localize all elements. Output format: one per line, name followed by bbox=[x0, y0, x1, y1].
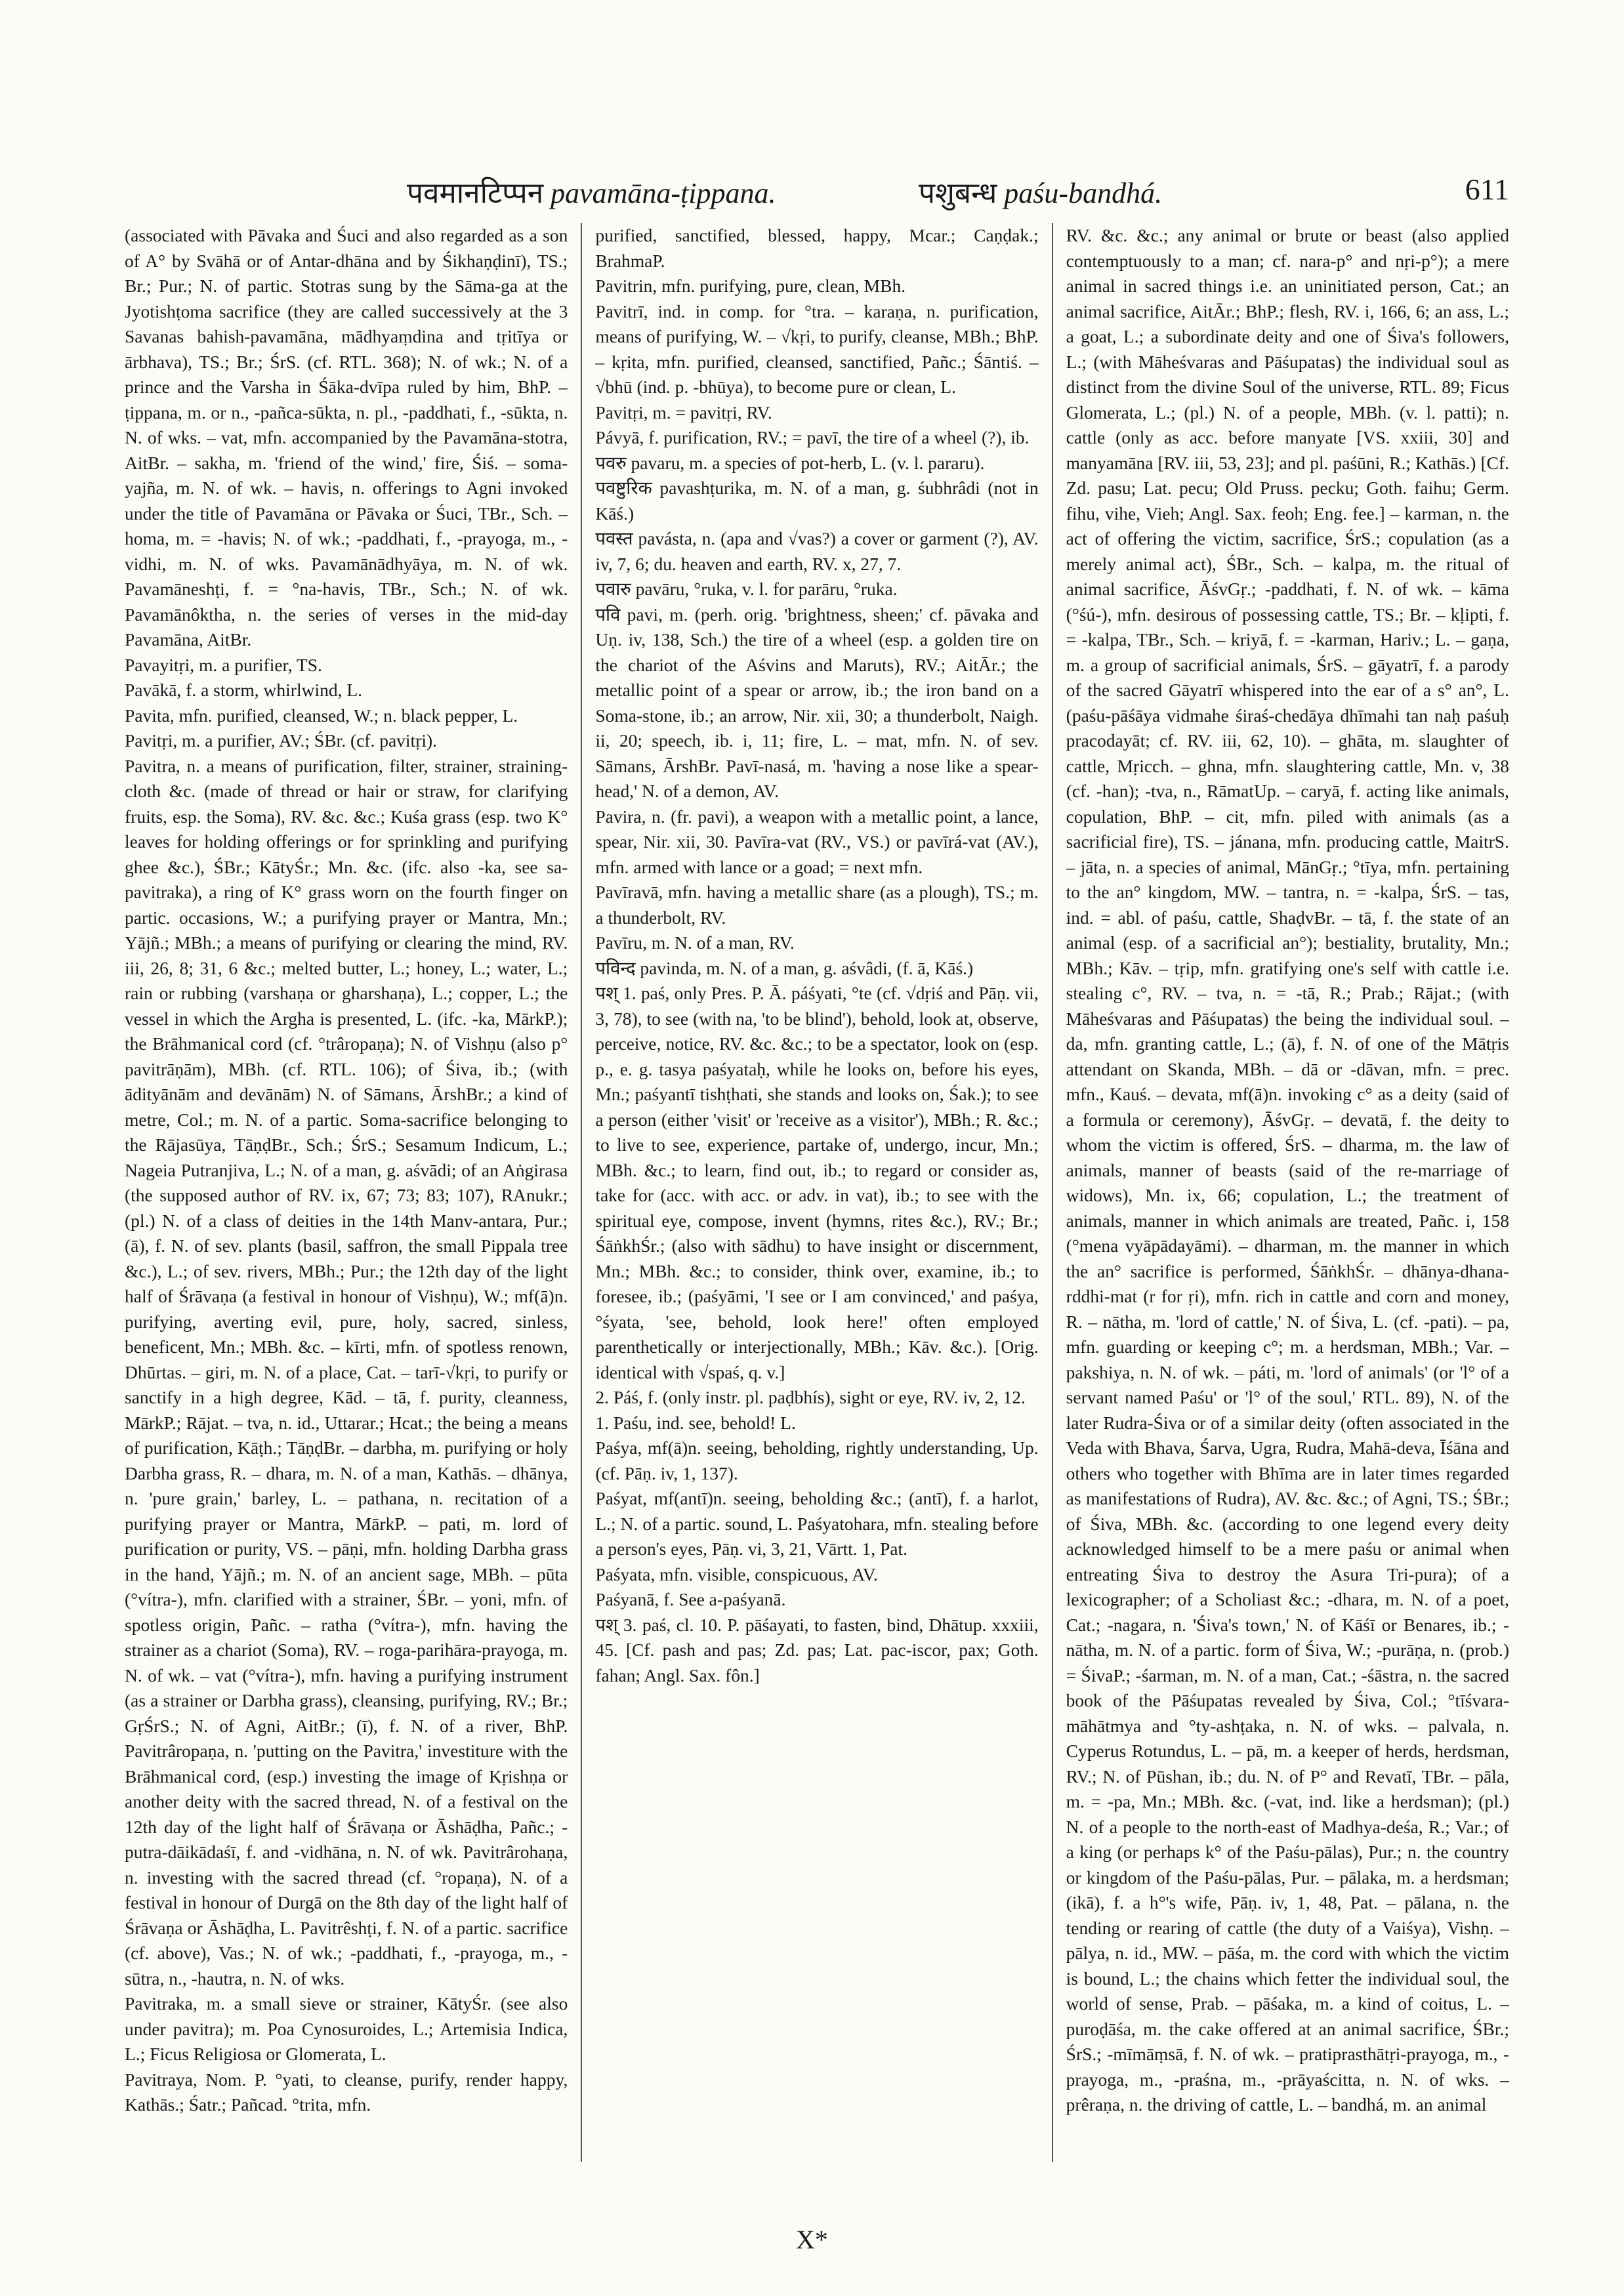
entry: 2. Páś, f. (only instr. pl. paḍbhís), sight or eye, RV. iv, 2, 12. bbox=[595, 1387, 1026, 1407]
entry: 1. Paśu, ind. see, behold! L. bbox=[595, 1412, 796, 1433]
entry: पवरु pavaru, m. a species of pot-herb, L. (v. l. pararu). bbox=[595, 452, 985, 473]
entry: RV. &c. &c.; any animal or brute or beast (also applied contemptuously to a man; cf. nara-p° and nṛi-p°); a mere animal in sacred things i.e. an uninitiated person, Cat.; an animal sacrifice, AitĀr.; BhP.; flesh, RV. i, 166, 6; an ass, L.; a goat, L.; a subordinate deity and one of Śiva's followers, L.; (with Māheśvaras and Pāśupatas) the individual soul as distinct from the divine Soul of the universe, RTL. 89; Ficus Glomerata, L.; (pl.) N. of a people, MBh. (v. l. patti); n. cattle (only as acc. before manyate [VS. xxiii, 30] and manyamāna [RV. iii, 53, 23]; and pl. paśūni, R.; Kathās.) [Cf. Zd. pasu; Lat. pecu; Old Pruss. pecku; Goth. faihu; Germ. fihu, vihe, Vieh; Angl. Sax. feoh; Eng. fee.] – karman, n. the act of offering the victim, sacrifice, ŚrS.; copulation (as a merely animal act), ŚBr., Sch. – kalpa, m. the ritual of animal sacrifice, ĀśvGṛ.; -paddhati, f. N. of wk. – kāma (°śú-), mfn. desirous of possessing cattle, TS.; Br. – kḷipti, f. = -kalpa, TBr., Sch. – kriyā, f. = -karman, Hariv.; L. – gaṇa, m. a group of sacrificial animals, ŚrS. – gāyatrī, f. a parody of the sacred Gāyatrī whispered into the ear of a s° an°, L. (paśu-pāśāya vidmahe śiraś-chedāya dhīmahi tan naḥ paśuḥ pracodayāt; cf. RV. iii, 62, 10). – ghāta, m. slaughter of cattle, Mṛicch. – ghna, mfn. slaughtering cattle, Mn. v, 38 (cf. -han); -tva, n., RāmatUp. – caryā, f. acting like animals, copulation, BhP. – cit, mfn. piled with animals (as a sacrificial fire), TS. – jánana, mfn. producing cattle, MaitrS. – jāta, n. a species of animal, MānGṛ.; °tīya, mfn. pertaining to the an° kingdom, MW. – tantra, n. = -kalpa, ŚrS. – tas, ind. = abl. of paśu, cattle, ShaḍvBr. – tā, f. the state of an animal (esp. of a sacrificial an°); bestiality, brutality, Mn.; MBh.; Kāv. – tṛip, mfn. gratifying one's self with cattle i.e. stealing c°, RV. – tva, n. = -tā, R.; Prab.; Rājat.; (with Māheśvaras and Pāśupatas) the being the individual soul. – da, mfn. granting cattle, L.; (ā), f. N. of one of the Mātṛis attendant on Skanda, MBh. – dā or -dāvan, mfn. = prec. mfn., Kauś. – devata, mf(ā)n. invoking c° as a deity (said of a formula or ceremony), ĀśvGṛ. – devatā, f. the deity to whom the victim is offered, ŚrS. – dharma, m. the law of animals, manner of beasts (said of the re-marriage of widows), Mn. ix, 66; copulation, L.; the treatment of animals, manner in which animals are treated, Pañc. i, 158 (°mena vyāpādayāmi). – dharman, m. the manner in which the an° sacrifice is performed, ŚāṅkhŚr. – dhānya-dhana-rddhi-mat (r for ṛi), mfn. rich in cattle and corn and money, R. – nātha, m. 'lord of cattle,' N. of Śiva, L. (cf. -pati). – pa, mfn. guarding or keeping c°; m. a herdsman, MBh.; Var. – pakshiya, n. N. of wk. – páti, m. 'lord of animals' (or 'l° of a servant named Paśu' or 'l° of the soul,' RTL. 89), N. of the later Rudra-Śiva or of a similar deity (often associated in the Veda with Bhava, Śarva, Ugra, Rudra, Mahā-deva, Īśāna and others who together with Bhīma are in later times regarded as manifestations of Rudra), AV. &c. &c.; of Agni, TS.; ŚBr.; of Śiva, MBh. &c. (according to one legend every deity acknowledged himself to be a mere paśu or animal when entreating Śiva to destroy the Asura Tri-pura); of a lexicographer; of a Scholiast &c.; -dhara, m. N. of a poet, Cat.; -nagara, n. 'Śiva's town,' N. of Kāśī or Benares, ib.; -nātha, m. N. of a partic. form of Śiva, W.; -purāṇa, n. (prob.) = ŚivaP.; -śarman, m. N. of a man, Cat.; -śāstra, n. the sacred book of the Pāśupatas revealed by Śiva, Col.; °tīśvara-māhātmya and °ty-ashṭaka, n. N. of wks. – palvala, n. Cyperus Rotundus, L. – pā, m. a keeper of herds, herdsman, RV.; N. of Pūshan, ib.; du. N. of P° and Revatī, TBr. – pāla, m. = -pa, Mn.; MBh. &c. (-vat, ind. like a herdsman); (pl.) N. of a people to the north-east of Madhya-deśa, R.; Var.; of a king (or perhaps k° of the Paśu-pālas), Pur.; n. the country or kingdom of the Paśu-pālas, Pur. – pālaka, m. a herdsman; (ikā), f. a h°'s wife, Pāṇ. iv, 1, 48, Pat. – pālana, n. the tending or rearing of cattle (the duty of a Vaiśya), Vishṇ. – pālya, n. id., MW. – pāśa, m. the cord with which the victim is bound, L.; the chains which fetter the individual soul, the world of sense, Prab. – pāśaka, m. a kind of coitus, L. – puroḍāśa, m. the cake offered at an animal sacrifice, ŚBr.; ŚrS.; -mīmāṃsā, f. N. of wk. – pratiprasthātṛi-prayoga, m., -prayoga, m., -praśna, m., -prāyaścitta, n. N. of wks. – prêraṇa, n. the driving of cattle, L. – bandhá, m. an animal bbox=[1066, 225, 1509, 2115]
entry: Pavira, n. (fr. pavi), a weapon with a metallic point, a lance, spear, Nir. xii, 30. Pavīra-vat (RV., VS.) or pavīrá-vat (AV.), mfn. armed with lance or a goad; = next mfn. bbox=[595, 806, 1039, 877]
left-headword bbox=[407, 172, 776, 211]
entry: Pavitraya, Nom. P. °yati, to cleanse, purify, render happy, Kathās.; Śatr.; Pañcad. °trita, mfn. bbox=[125, 2069, 568, 2115]
entry: Pavita, mfn. purified, cleansed, W.; n. black pepper, L. bbox=[125, 705, 518, 726]
right-headword-translit: paśu-bandhá. bbox=[1004, 177, 1163, 209]
entry: purified, sanctified, blessed, happy, Mcar.; Caṇḍak.; BrahmaP. bbox=[595, 225, 1039, 271]
signature-mark: X* bbox=[796, 2225, 828, 2254]
entry: पश् 3. paś, cl. 10. P. pāśayati, to fasten, bind, Dhātup. xxxiii, 45. [Cf. pash and pas; Zd. pas; Lat. pac-iscor, pax; Goth. fahan; Angl. Sax. fôn.] bbox=[595, 1614, 1039, 1685]
left-headword-devanagari: पवमानटिप्पन bbox=[407, 177, 544, 209]
dictionary-columns bbox=[125, 223, 1509, 2162]
entry: Pávyā, f. purification, RV.; = pavī, the tire of a wheel (?), ib. bbox=[595, 427, 1030, 447]
entry: पवस्त pavásta, n. (apa and √vas?) a cover or garment (?), AV. iv, 7, 6; du. heaven and earth, RV. x, 27, 7. bbox=[595, 528, 1039, 574]
entry: Pavitrin, mfn. purifying, pure, clean, MBh. bbox=[595, 276, 906, 296]
entry: Pavitṛi, m. a purifier, AV.; ŚBr. (cf. pavitṛi). bbox=[125, 730, 438, 751]
column-2 bbox=[595, 223, 1038, 2162]
column-divider bbox=[581, 223, 582, 2162]
entry: पश् 1. paś, only Pres. P. Ā. páśyati, °te (cf. √dṛiś and Pāṇ. vii, 3, 78), to see (with na, 'to be blind'), behold, look at, observe, perceive, notice, RV. &c. &c.; to be a spectator, look on (esp. p., e. g. tasya paśyataḥ, while he looks on, before his eyes, Mn.; paśyantī tishṭhati, she stands and looks on, Śak.); to see a person (either 'visit' or 'receive as a visitor'), MBh.; R. &c.; to live to see, experience, partake of, undergo, incur, Mn.; MBh. &c.; to learn, find out, ib.; to regard or consider as, take for (acc. with acc. or adv. in vat), ib.; to see with the spiritual eye, compose, invent (hymns, rites &c.), RV.; Br.; ŚāṅkhŚr.; (also with sādhu) to have insight or discernment, Mn.; MBh. &c.; to consider, think over, examine, ib.; to foresee, ib.; (paśyāmi, 'I see or I am convinced,' and paśya, °śyata, 'see, behold, look here!' often employed parenthetically or interjectionally, MBh.; Kāv. &c.). [Orig. identical with √spaś, q. v.] bbox=[595, 983, 1039, 1382]
entry: (associated with Pāvaka and Śuci and also regarded as a son of A° by Svāhā or of Antar-dhāna and by Śikhaṇḍinī), TS.; Br.; Pur.; N. of partic. Stotras sung by the Sāma-ga at the Jyotishṭoma sacrifice (they are called successively at the 3 Savanas bahish-pavamāna, mādhyaṃdina and tṛitīya or ārbhava), TS.; Br.; ŚrS. (cf. RTL. 368); N. of wk.; N. of a prince and the Varsha in Śāka-dvīpa ruled by him, BhP. – ṭippana, m. or n., -pañca-sūkta, n. pl., -paddhati, f., -sūkta, n. N. of wks. – vat, mfn. accompanied by the Pavamāna-stotra, AitBr. – sakha, m. 'friend of the wind,' fire, Śiś. – soma-yajña, m. N. of wk. – havis, n. offerings to Agni invoked under the title of Pavamāna or Pāvaka or Śuci, TBr., Sch. – homa, m. = -havis; N. of wk.; -paddhati, f., -prayoga, m., -vidhi, m. N. of wks. Pavamānādhyāya, m. N. of wk. Pavamāneshṭi, f. = °na-havis, TBr., Sch.; N. of wk. Pavamānôktha, n. the series of verses in the mid-day Pavamāna, AitBr. bbox=[125, 225, 568, 650]
right-headword-devanagari: पशुबन्ध bbox=[919, 177, 997, 209]
entry: Pavākā, f. a storm, whirlwind, L. bbox=[125, 680, 363, 700]
column-divider bbox=[1052, 223, 1053, 2162]
left-headword-translit: pavamāna-ṭippana. bbox=[551, 177, 776, 209]
entry: Pavitraka, m. a small sieve or strainer, KātyŚr. (see also under pavitra); m. Poa Cynosuroides, L.; Artemisia Indica, L.; Ficus Religiosa or Glomerata, L. bbox=[125, 1993, 568, 2064]
entry: पवारु pavāru, °ruka, v. l. for parāru, °ruka. bbox=[595, 579, 898, 599]
entry: Pavitṛi, m. = pavitṛi, RV. bbox=[595, 402, 772, 423]
entry: पवष्टुरिक pavashṭurika, m. N. of a man, g. śubhrâdi (not in Kāś.) bbox=[595, 478, 1039, 524]
entry: Paśya, mf(ā)n. seeing, beholding, rightly understanding, Up. (cf. Pāṇ. iv, 1, 137). bbox=[595, 1437, 1039, 1483]
entry: Pavīru, m. N. of a man, RV. bbox=[595, 932, 795, 953]
entry: Pavayitṛi, m. a purifier, TS. bbox=[125, 654, 322, 675]
entry: Pavīravā, mfn. having a metallic share (as a plough), TS.; m. a thunderbolt, RV. bbox=[595, 882, 1039, 928]
entry: पविन्द pavinda, m. N. of a man, g. aśvâdi, (f. ā, Kāś.) bbox=[595, 957, 974, 978]
entry: Paśyat, mf(antī)n. seeing, beholding &c.; (antī), f. a harlot, L.; N. of a partic. sound, L. Paśyatohara, mfn. stealing before a person's eyes, Pāṇ. vi, 3, 21, Vārtt. 1, Pat. bbox=[595, 1488, 1039, 1559]
right-headword bbox=[919, 172, 1162, 211]
column-1 bbox=[125, 223, 568, 2162]
entry: पवि pavi, m. (perh. orig. 'brightness, sheen;' cf. pāvaka and Uṇ. iv, 138, Sch.) the tire of a wheel (esp. a golden tire on the chariot of the Aśvins and Maruts), RV.; AitĀr.; the metallic point of a spear or arrow, ib.; the iron band on a Soma-stone, ib.; an arrow, Nir. xii, 30; a thunderbolt, Naigh. ii, 20; speech, ib. i, 11; fire, L. – mat, mfn. N. of sev. Sāmans, ĀrshBr. Pavī-nasá, m. 'having a nose like a spear-head,' N. of a demon, AV. bbox=[595, 604, 1039, 801]
entry: Paśyata, mfn. visible, conspicuous, AV. bbox=[595, 1563, 878, 1584]
entry: Pavitra, n. a means of purification, filter, strainer, straining-cloth &c. (made of thread or hair or straw, for clarifying fruits, esp. the Soma), RV. &c. &c.; Kuśa grass (esp. two K° leaves for holding offerings or for sprinkling and purifying ghee &c.), ŚBr.; KātyŚr.; Mn. &c. (ifc. also -ka, see sa-pavitraka), a ring of K° grass worn on the fourth finger on partic. occasions, W.; a purifying prayer or Mantra, Mn.; Yājñ.; MBh.; a means of purifying or clearing the mind, RV. iii, 26, 8; 31, 6 &c.; melted butter, L.; honey, L.; water, L.; rain or rubbing (varshaṇa or gharshaṇa), L.; copper, L.; the vessel in which the Argha is presented, L. (ifc. -ka, MārkP.); the Brāhmanical cord (cf. °trâropaṇa); N. of Vishṇu (also p° pavitrāṇām), MBh. (cf. RTL. 106); of Śiva, ib.; (with ādityānām and devānām) N. of Sāmans, ĀrshBr.; a kind of metre, Col.; m. N. of a partic. Soma-sacrifice belonging to the Rājasūya, TāṇḍBr., Sch.; ŚrS.; Sesamum Indicum, L.; Nageia Putranjiva, L.; N. of a man, g. aśvādi; of an Aṅgirasa (the supposed author of RV. ix, 67; 73; 83; 107), RAnukr.; (pl.) N. of a class of deities in the 14th Manv-antara, Pur.; (ā), f. N. of sev. plants (basil, saffron, the small Pippala tree &c.), L.; of sev. rivers, MBh.; Pur.; the 12th day of the light half of Śrāvaṇa (a festival in honour of Vishṇu), W.; mf(ā)n. purifying, averting evil, pure, holy, sacred, sinless, beneficent, Mn.; MBh. &c. – kīrti, mfn. of spotless renown, Dhūrtas. – giri, m. N. of a place, Cat. – tarī-√kṛi, to purify or sanctify in a high degree, Kād. – tā, f. purity, cleanness, MārkP.; Rājat. – tva, n. id., Uttarar.; Hcat.; the being a means of purification, Kāṭh.; TāṇḍBr. – darbha, m. purifying or holy Darbha grass, R. – dhara, m. N. of a man, Kathās. – dhānya, n. 'pure grain,' barley, L. – pathana, n. recitation of a purifying prayer or Mantra, MārkP. – pati, m. lord of purification or purity, VS. – pāṇi, mfn. holding Darbha grass in the hand, Yājñ.; m. N. of an ancient sage, MBh. – pūta (°vítra-), mfn. clarified with a strainer, ŚBr. – yoni, mfn. of spotless origin, Pañc. – ratha (°vítra-), mfn. having the strainer as a chariot (Soma), RV. – roga-parihāra-prayoga, m. N. of wk. – vat (°vítra-), mfn. having a purifying instrument (as a strainer or Darbha grass), cleansing, purifying, RV.; Br.; GṛŚrS.; N. of Agni, AitBr.; (ī), f. N. of a river, BhP. Pavitrâropaṇa, n. 'putting on the Pavitra,' investiture with the Brāhmanical cord, (esp.) investing the image of Kṛishṇa or another deity with the sacred thread, N. of a festival on the 12th day of the light half of Śrāvaṇa or Āshāḍha, Pañc.; -putra-dāikādaśī, f. and -vidhāna, n. N. of wk. Pavitrârohaṇa, n. investing with the sacred thread (cf. °ropaṇa), N. of a festival in honour of Durgā on the 8th day of the light half of Śrāvaṇa or Āshāḍha, L. Pavitrêshṭi, f. N. of a partic. sacrifice (cf. above), Vas.; N. of wk.; -paddhati, f., -prayoga, m., -sūtra, n., -hautra, n. N. of wks. bbox=[125, 755, 568, 1989]
column-3 bbox=[1066, 223, 1509, 2162]
entry: Paśyanā, f. See a-paśyanā. bbox=[595, 1589, 786, 1609]
page-number: 611 bbox=[1465, 173, 1509, 206]
running-header bbox=[125, 172, 1509, 211]
entry: Pavitrī, ind. in comp. for °tra. – karaṇa, n. purification, means of purifying, W. – √kṛi, to purify, cleanse, MBh.; BhP. – kṛita, mfn. purified, cleansed, sanctified, Pañc.; Śāntiś. – √bhū (ind. p. -bhūya), to become pure or clean, L. bbox=[595, 300, 1039, 397]
